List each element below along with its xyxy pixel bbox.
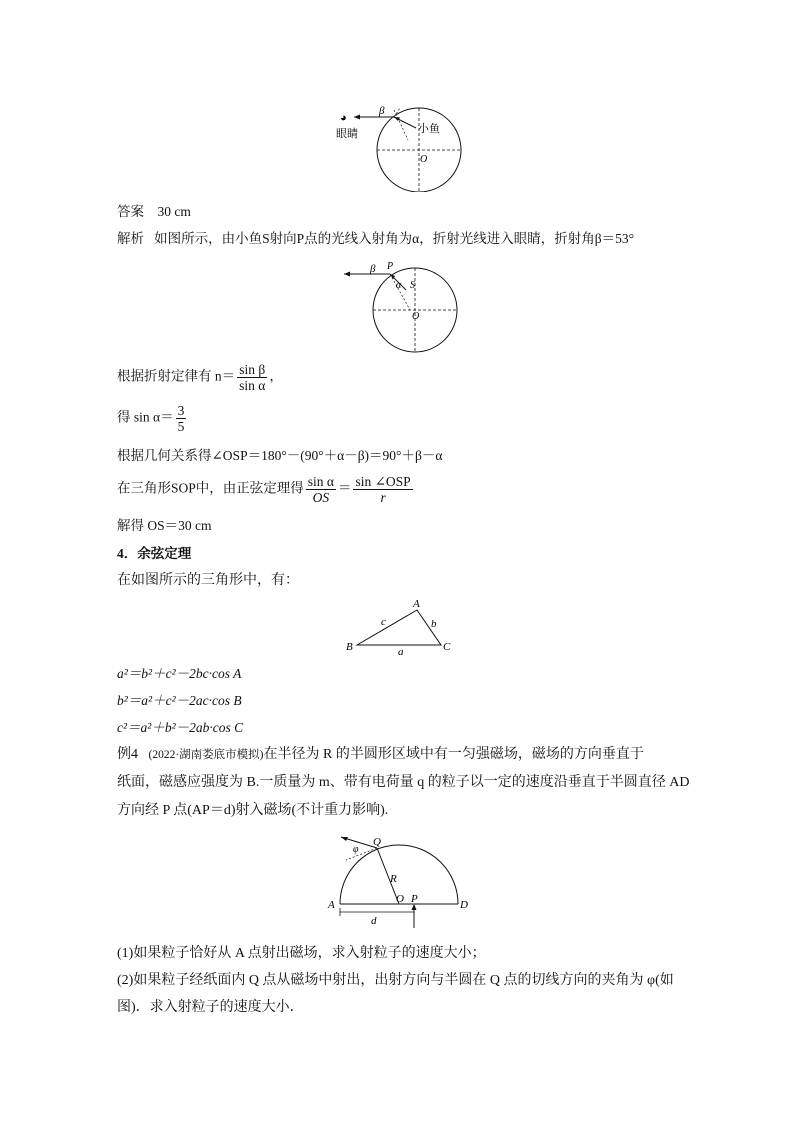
step2-num: 3 [177,403,185,418]
fig2-s: S [410,280,415,291]
fig2-beta: β [370,263,376,275]
step-geometry [117,447,442,465]
step4-left-num: sin α [307,474,334,489]
question-2-line1 [117,972,674,990]
formula-b: b²＝a²＋c²－2ac·cos B [117,693,242,708]
example4-label: 例4 [117,747,138,762]
answer-label: 答案 [117,204,144,219]
fig3-P: P [411,893,418,905]
fig1-eye-label: 眼睛 [336,128,358,140]
step-result [117,517,212,535]
example4-text1: 在半径为 R 的半圆形区域中有一匀强磁场，磁场的方向垂直于 [263,747,644,762]
cosine-formula-c [117,719,243,737]
step1-den: sin α [239,378,266,393]
fig2-center: O [412,311,420,322]
fig1-normal-dash [394,110,408,140]
q2-text2: 图)．求入射粒子的速度大小． [117,1000,304,1015]
tri-C: C [443,641,451,653]
fig2-alpha: α [396,280,402,291]
step-sine-law [117,474,415,505]
step1-fraction [237,362,267,393]
fig3-phi: φ [353,844,359,855]
formula-c: c²＝a²＋b²－2ab·cos C [117,720,244,735]
fig2-p: P [387,261,394,272]
fig1-beta: β [379,105,385,117]
tri-a: a [398,646,404,657]
section4-intro: 在如图所示的三角形中，有： [117,573,299,588]
eye-icon: ◕ [340,112,347,124]
tri-b: b [431,618,437,630]
fig3-O: O [396,893,404,905]
triangle-shape [357,610,441,645]
tri-A: A [413,598,420,610]
step4-eq: ＝ [337,480,352,496]
figure-refraction [340,258,464,354]
analysis-line [117,230,634,248]
step3-text: 根据几何关系得∠OSP＝180°－(90°＋α－β)＝90°＋β－α [117,448,443,463]
fig3-d: d [371,915,377,927]
fig3-D: D [460,899,468,911]
tri-B: B [346,641,353,653]
answer-value: 30 cm [157,204,191,219]
step4-right-num: sin ∠OSP [355,474,411,489]
example4-line3 [117,802,388,820]
step1-suffix: ， [269,368,283,384]
answer-line [117,203,191,221]
step4-prefix: 在三角形SOP中，由正弦定理得 [117,480,304,496]
example4-source: (2022·湖南娄底市模拟) [148,749,264,761]
cosine-formula-b [117,692,242,710]
section-intro [117,572,299,590]
formula-a: a²＝b²＋c²－2bc·cos A [117,666,242,681]
figure-semicircle [326,832,472,932]
step5-text: 解得 OS＝30 cm [117,518,212,533]
step4-left-den: OS [312,490,330,505]
question-2-line2 [117,999,304,1017]
fig1-fish-label: 小鱼 [418,123,440,135]
tri-c: c [381,616,386,628]
fig3-A: A [328,899,335,911]
figure-fish-eye [330,100,470,192]
step1-num: sin β [237,362,267,378]
example4-text3: 方向经 P 点(AP＝d)射入磁场(不计重力影响). [117,803,389,818]
section4-heading: 4．余弦定理 [117,546,192,561]
analysis-text: 如图所示，由小鱼S射向P点的光线入射角为α，折射光线进入眼睛，折射角β＝53° [154,231,634,246]
example4-text2: 纸面，磁感应强度为 B.一质量为 m、带有电荷量 q 的粒子以一定的速度沿垂直于半圆直径 AD [117,775,690,790]
section-heading [117,545,191,563]
q2-text1: (2)如果粒子经纸面内 Q 点从磁场中射出，出射方向与半圆在 Q 点的切线方向的夹角为 φ(如 [117,973,674,988]
step2-den: 5 [177,419,185,434]
example4-line1 [117,746,644,764]
step-sin-alpha [117,403,188,434]
fig1-ray-arrow [354,115,360,120]
step1-prefix: 根据折射定律有 n＝ [117,368,236,384]
q1-text: (1)如果粒子恰好从 A 点射出磁场，求入射粒子的速度大小； [117,946,486,961]
fig3-R: R [390,873,397,885]
step-refraction-law [117,362,283,393]
step2-prefix: 得 sin α＝ [117,409,174,425]
example4-line2 [117,774,689,792]
step2-fraction [176,403,187,434]
step4-right-fraction [353,474,412,505]
question-1 [117,945,486,963]
step4-right-den: r [380,490,386,505]
step4-left-fraction [306,474,336,505]
fig1-center: O [420,154,428,165]
cosine-formula-a [117,665,241,683]
fig3-Q: Q [373,836,381,848]
analysis-label: 解析 [117,231,144,246]
figure-triangle [340,595,460,657]
